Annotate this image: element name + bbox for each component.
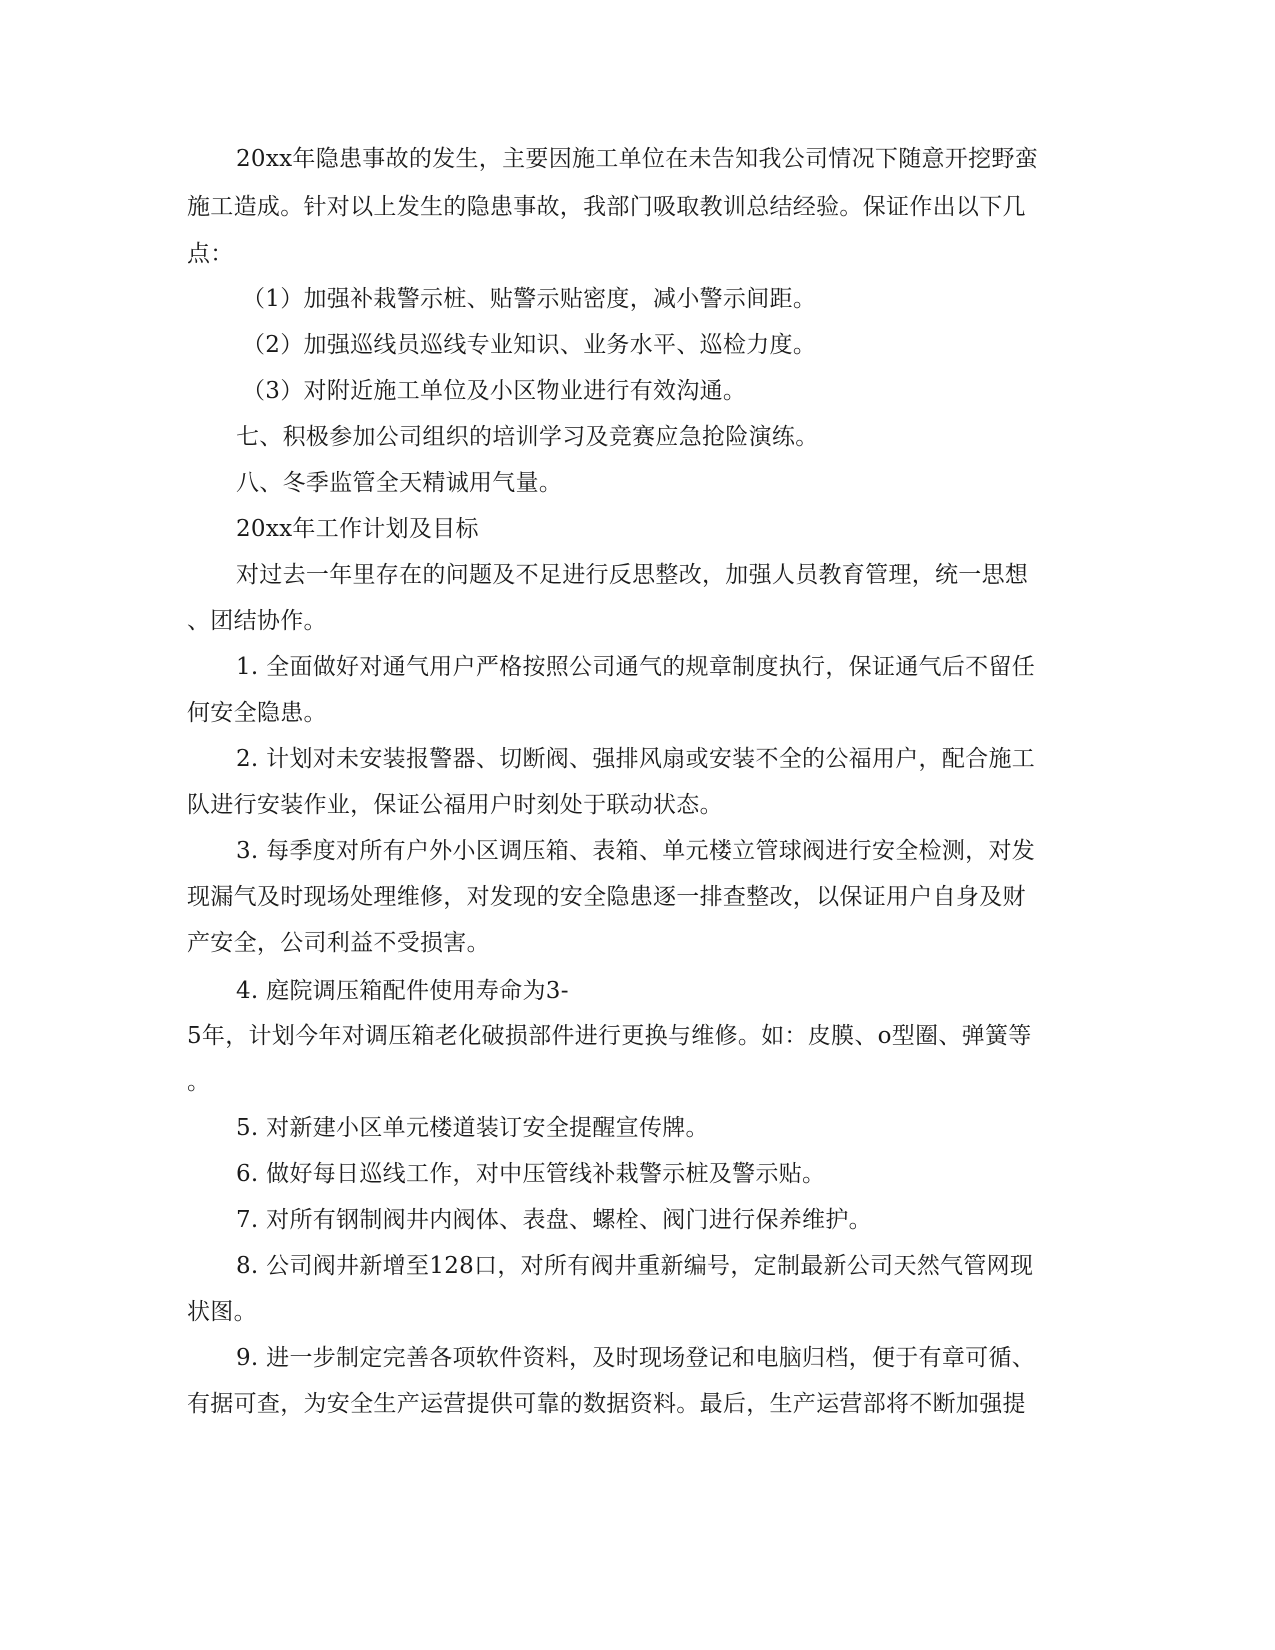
list-item: 1. 全面做好对通气用户严格按照公司通气的规章制度执行，保证通气后不留任 bbox=[236, 654, 1036, 680]
paragraph-line: 5年，计划今年对调压箱老化破损部件进行更换与维修。如：皮膜、o型圈、弹簧等 bbox=[187, 1023, 1032, 1049]
list-item: 2. 计划对未安装报警器、切断阀、强排风扇或安装不全的公福用户，配合施工 bbox=[236, 746, 1036, 772]
paragraph-line: 有据可查，为安全生产运营提供可靠的数据资料。最后，生产运营部将不断加强提 bbox=[187, 1391, 1026, 1417]
paragraph-line: 。 bbox=[187, 1069, 211, 1095]
paragraph-line: 何安全隐患。 bbox=[187, 700, 327, 726]
list-item: （3）对附近施工单位及小区物业进行有效沟通。 bbox=[242, 378, 747, 404]
paragraph-line: 施工造成。针对以上发生的隐患事故，我部门吸取教训总结经验。保证作出以下几 bbox=[187, 194, 1026, 220]
list-item: （1）加强补栽警示桩、贴警示贴密度，减小警示间距。 bbox=[242, 286, 817, 312]
list-item: 9. 进一步制定完善各项软件资料，及时现场登记和电脑归档，便于有章可循、 bbox=[236, 1345, 1036, 1371]
paragraph-line: 状图。 bbox=[187, 1299, 257, 1325]
list-item: 3. 每季度对所有户外小区调压箱、表箱、单元楼立管球阀进行安全检测，对发 bbox=[236, 838, 1036, 864]
paragraph-line: 七、积极参加公司组织的培训学习及竞赛应急抢险演练。 bbox=[236, 424, 819, 450]
paragraph-line: 对过去一年里存在的问题及不足进行反思整改，加强人员教育管理，统一思想 bbox=[236, 562, 1029, 588]
paragraph-line: 点： bbox=[187, 241, 234, 267]
paragraph-line: 产安全，公司利益不受损害。 bbox=[187, 930, 490, 956]
list-item: 6. 做好每日巡线工作，对中压管线补栽警示桩及警示贴。 bbox=[236, 1161, 826, 1187]
list-item: 5. 对新建小区单元楼道装订安全提醒宣传牌。 bbox=[236, 1115, 709, 1141]
paragraph-line: 、团结协作。 bbox=[187, 608, 327, 634]
paragraph-line: 队进行安装作业，保证公福用户时刻处于联动状态。 bbox=[187, 792, 723, 818]
paragraph-line: 20xx年隐患事故的发生，主要因施工单位在未告知我公司情况下随意开挖野蛮 bbox=[236, 146, 1039, 172]
list-item: 4. 庭院调压箱配件使用寿命为3- bbox=[236, 978, 569, 1004]
section-heading: 20xx年工作计划及目标 bbox=[236, 516, 479, 542]
list-item: 7. 对所有钢制阀井内阀体、表盘、螺栓、阀门进行保养维护。 bbox=[236, 1207, 872, 1233]
paragraph-line: 现漏气及时现场处理维修，对发现的安全隐患逐一排查整改，以保证用户自身及财 bbox=[187, 884, 1026, 910]
paragraph-line: 八、冬季监管全天精诚用气量。 bbox=[236, 470, 563, 496]
list-item: 8. 公司阀井新增至128口，对所有阀井重新编号，定制最新公司天然气管网现 bbox=[236, 1253, 1034, 1279]
list-item: （2）加强巡线员巡线专业知识、业务水平、巡检力度。 bbox=[242, 332, 817, 358]
